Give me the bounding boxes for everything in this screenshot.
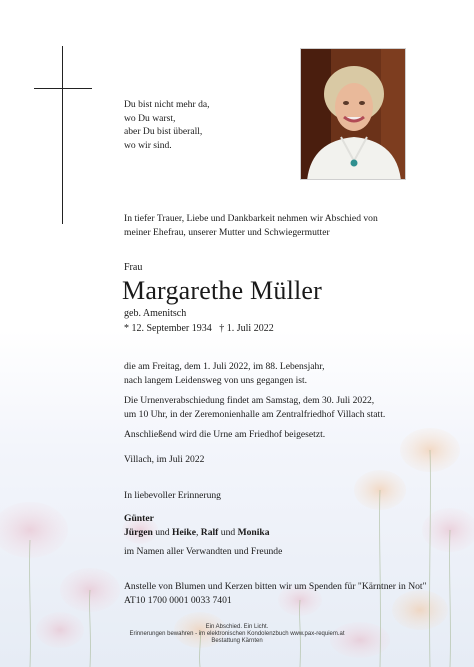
footer [0, 624, 474, 645]
salutation: Frau [124, 262, 143, 273]
intro-line: In tiefer Trauer, Liebe und Dankbarkeit nehmen wir Abschied von [124, 213, 378, 224]
death-notice-line: die am Freitag, dem 1. Juli 2022, im 88. Lebensjahr, [124, 361, 325, 372]
intro-text [124, 212, 378, 239]
intro-line: meiner Ehefrau, unserer Mutter und Schwiegermutter [124, 226, 330, 238]
death-notice-line: nach langem Leidensweg von uns gegangen ist. [124, 374, 308, 386]
comma: , [195, 526, 199, 538]
conjunction: und [220, 526, 236, 538]
conjunction: und [155, 526, 170, 538]
life-dates: * 12. September 1934 † 1. Juli 2022 [124, 323, 274, 334]
family-name: Ralf [200, 526, 219, 538]
birth-name: geb. Amenitsch [124, 308, 187, 319]
cross-icon-vertical [62, 46, 63, 224]
poem-line: wo wir sind. [124, 139, 172, 151]
footer-line: Ein Abschied. Ein Licht. [205, 624, 269, 630]
ceremony-notice [124, 394, 385, 442]
burial-line: Anschließend wird die Urne am Friedhof beigesetzt. [124, 429, 326, 440]
family-name: Jürgen [124, 526, 153, 538]
footer-line: Erinnerungen bewahren - im elektronischen Kondolenzbuch www.pax-requiem.at [129, 631, 345, 637]
ceremony-line: um 10 Uhr, in der Zeremonienhalle am Zentralfriedhof Villach statt. [124, 408, 386, 420]
poem-line: Du bist nicht mehr da, [124, 99, 210, 110]
donation-line: Anstelle von Blumen und Kerzen bitten wir um Spenden für "Kärntner in Not" [124, 581, 427, 592]
donation-request [124, 580, 427, 607]
family-name: Günter [124, 513, 154, 524]
donation-iban: AT10 1700 0001 0033 7401 [124, 594, 232, 606]
remembrance-text: In liebevoller Erinnerung [124, 490, 221, 501]
poem [124, 98, 210, 152]
poem-line: wo Du warst, [124, 112, 176, 124]
family-name: Heike [171, 526, 196, 538]
ceremony-line: Die Urnenverabschiedung findet am Samstag, dem 30. Juli 2022, [124, 395, 375, 406]
portrait-photo [300, 48, 406, 180]
death-notice [124, 360, 325, 387]
footer-line: Bestattung Kärnten [211, 638, 263, 644]
relatives-text: im Namen aller Verwandten und Freunde [124, 546, 283, 557]
cross-icon-horizontal [34, 88, 92, 89]
poem-line: aber Du bist überall, [124, 126, 203, 137]
family-name: Monika [237, 526, 270, 538]
place-date: Villach, im Juli 2022 [124, 454, 205, 465]
family-names [124, 512, 270, 539]
deceased-name: Margarethe Müller [122, 276, 323, 305]
